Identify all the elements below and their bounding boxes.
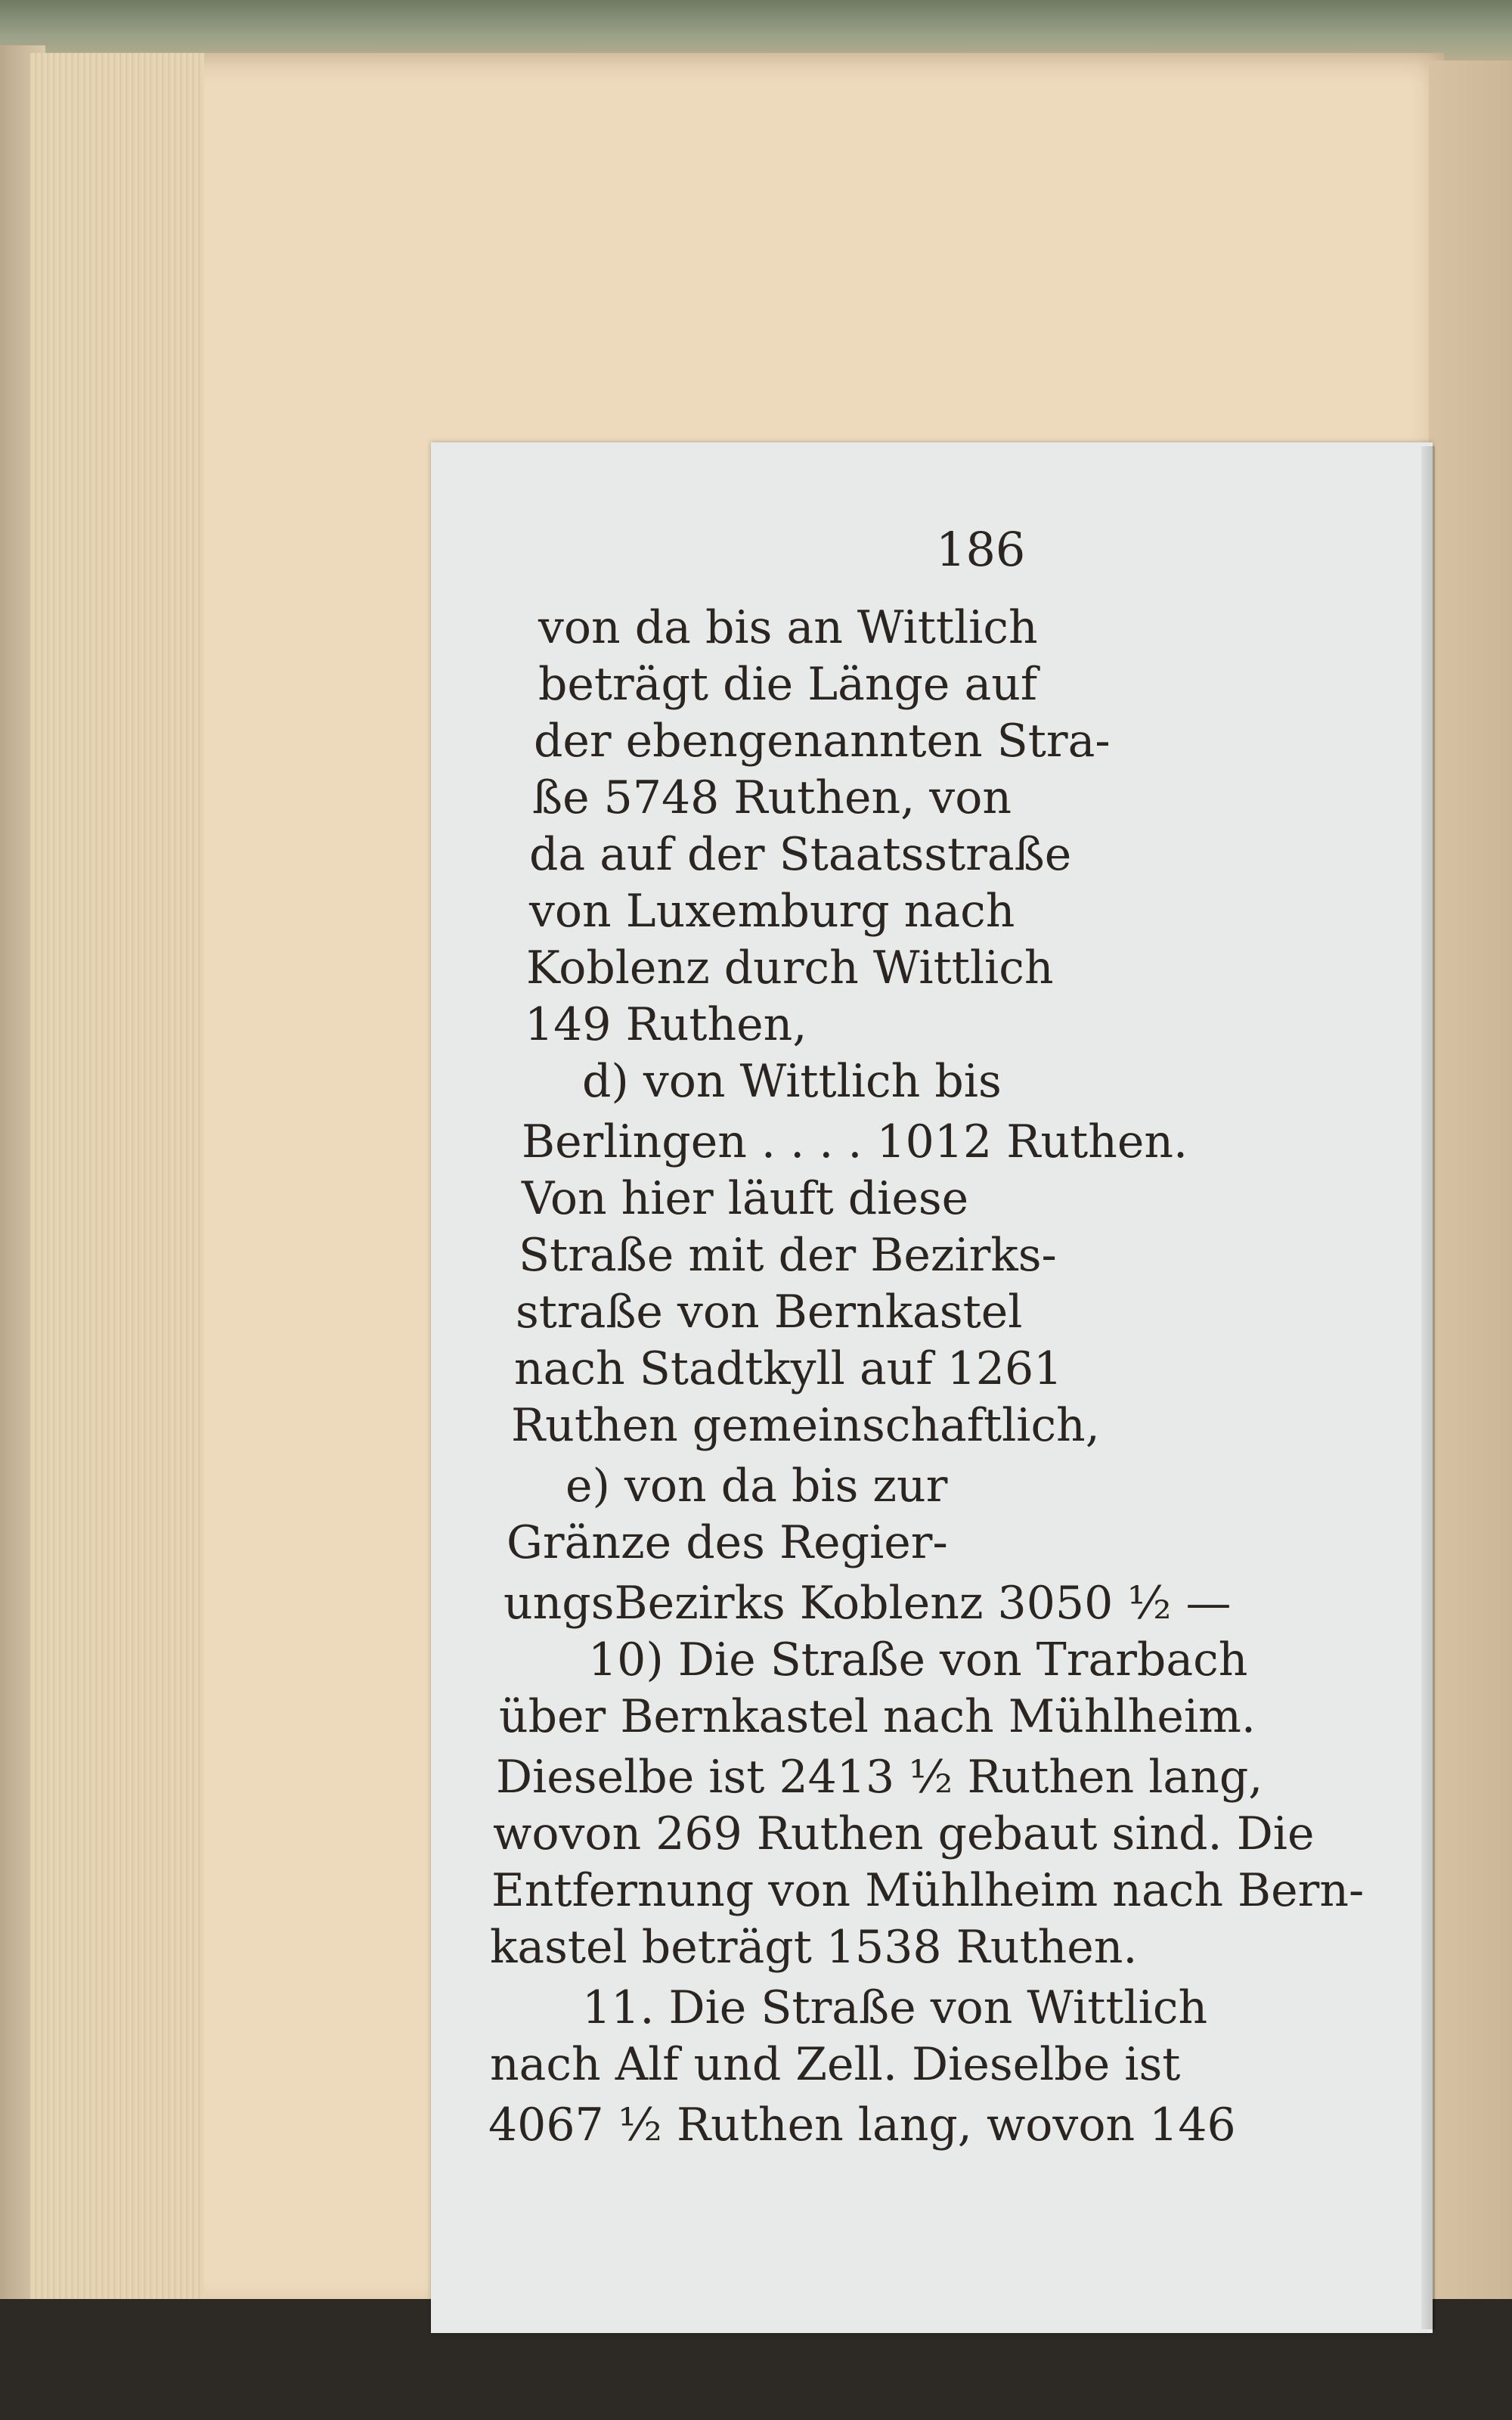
text-line: beträgt die Länge auf — [538, 658, 1038, 711]
text-line: 11. Die Straße von Wittlich — [582, 1981, 1208, 2034]
text-line: Koblenz durch Wittlich — [526, 942, 1054, 994]
next-page-edge — [1429, 60, 1512, 2299]
book-top-edge — [0, 0, 1512, 60]
text-line: nach Alf und Zell. Dieselbe ist — [490, 2038, 1181, 2091]
text-line: e) von da bis zur — [565, 1460, 948, 1512]
text-line: Dieselbe ist 2413 ½ Ruthen lang, — [496, 1751, 1263, 1804]
text-line: Berlingen . . . . 1012 Ruthen. — [522, 1115, 1188, 1168]
text-line: der ebengenannten Stra- — [534, 715, 1111, 768]
text-line: über Bernkastel nach Mühlheim. — [499, 1690, 1256, 1743]
book-page-edges — [30, 53, 204, 2314]
slip-shadow — [1421, 446, 1435, 2329]
text-line: von da bis an Wittlich — [538, 601, 1038, 654]
text-line: kastel beträgt 1538 Ruthen. — [490, 1921, 1138, 1974]
text-line: 149 Ruthen, — [525, 998, 807, 1051]
text-line: ungsBezirks Koblenz 3050 ½ — — [503, 1577, 1232, 1630]
text-line: wovon 269 Ruthen gebaut sind. Die — [493, 1807, 1315, 1860]
text-line: d) von Wittlich bis — [582, 1055, 1002, 1108]
text-line: Entfernung von Mühlheim nach Bern- — [491, 1864, 1365, 1917]
text-line: da auf der Staatsstraße — [529, 828, 1072, 881]
text-line: 4067 ½ Ruthen lang, wovon 146 — [488, 2099, 1236, 2152]
text-line: ße 5748 Ruthen, von — [532, 771, 1012, 824]
text-line: 10) Die Straße von Trarbach — [588, 1634, 1248, 1686]
text-line: nach Stadtkyll auf 1261 — [514, 1342, 1063, 1395]
text-line: Gränze des Regier- — [507, 1516, 948, 1569]
text-line: Ruthen gemeinschaftlich, — [511, 1399, 1100, 1452]
page-number: 186 — [936, 522, 1026, 577]
text-line: Straße mit der Bezirks- — [519, 1229, 1057, 1282]
text-line: Von hier läuft diese — [522, 1172, 969, 1225]
text-line: von Luxemburg nach — [529, 885, 1015, 938]
text-line: straße von Bernkastel — [516, 1286, 1023, 1339]
